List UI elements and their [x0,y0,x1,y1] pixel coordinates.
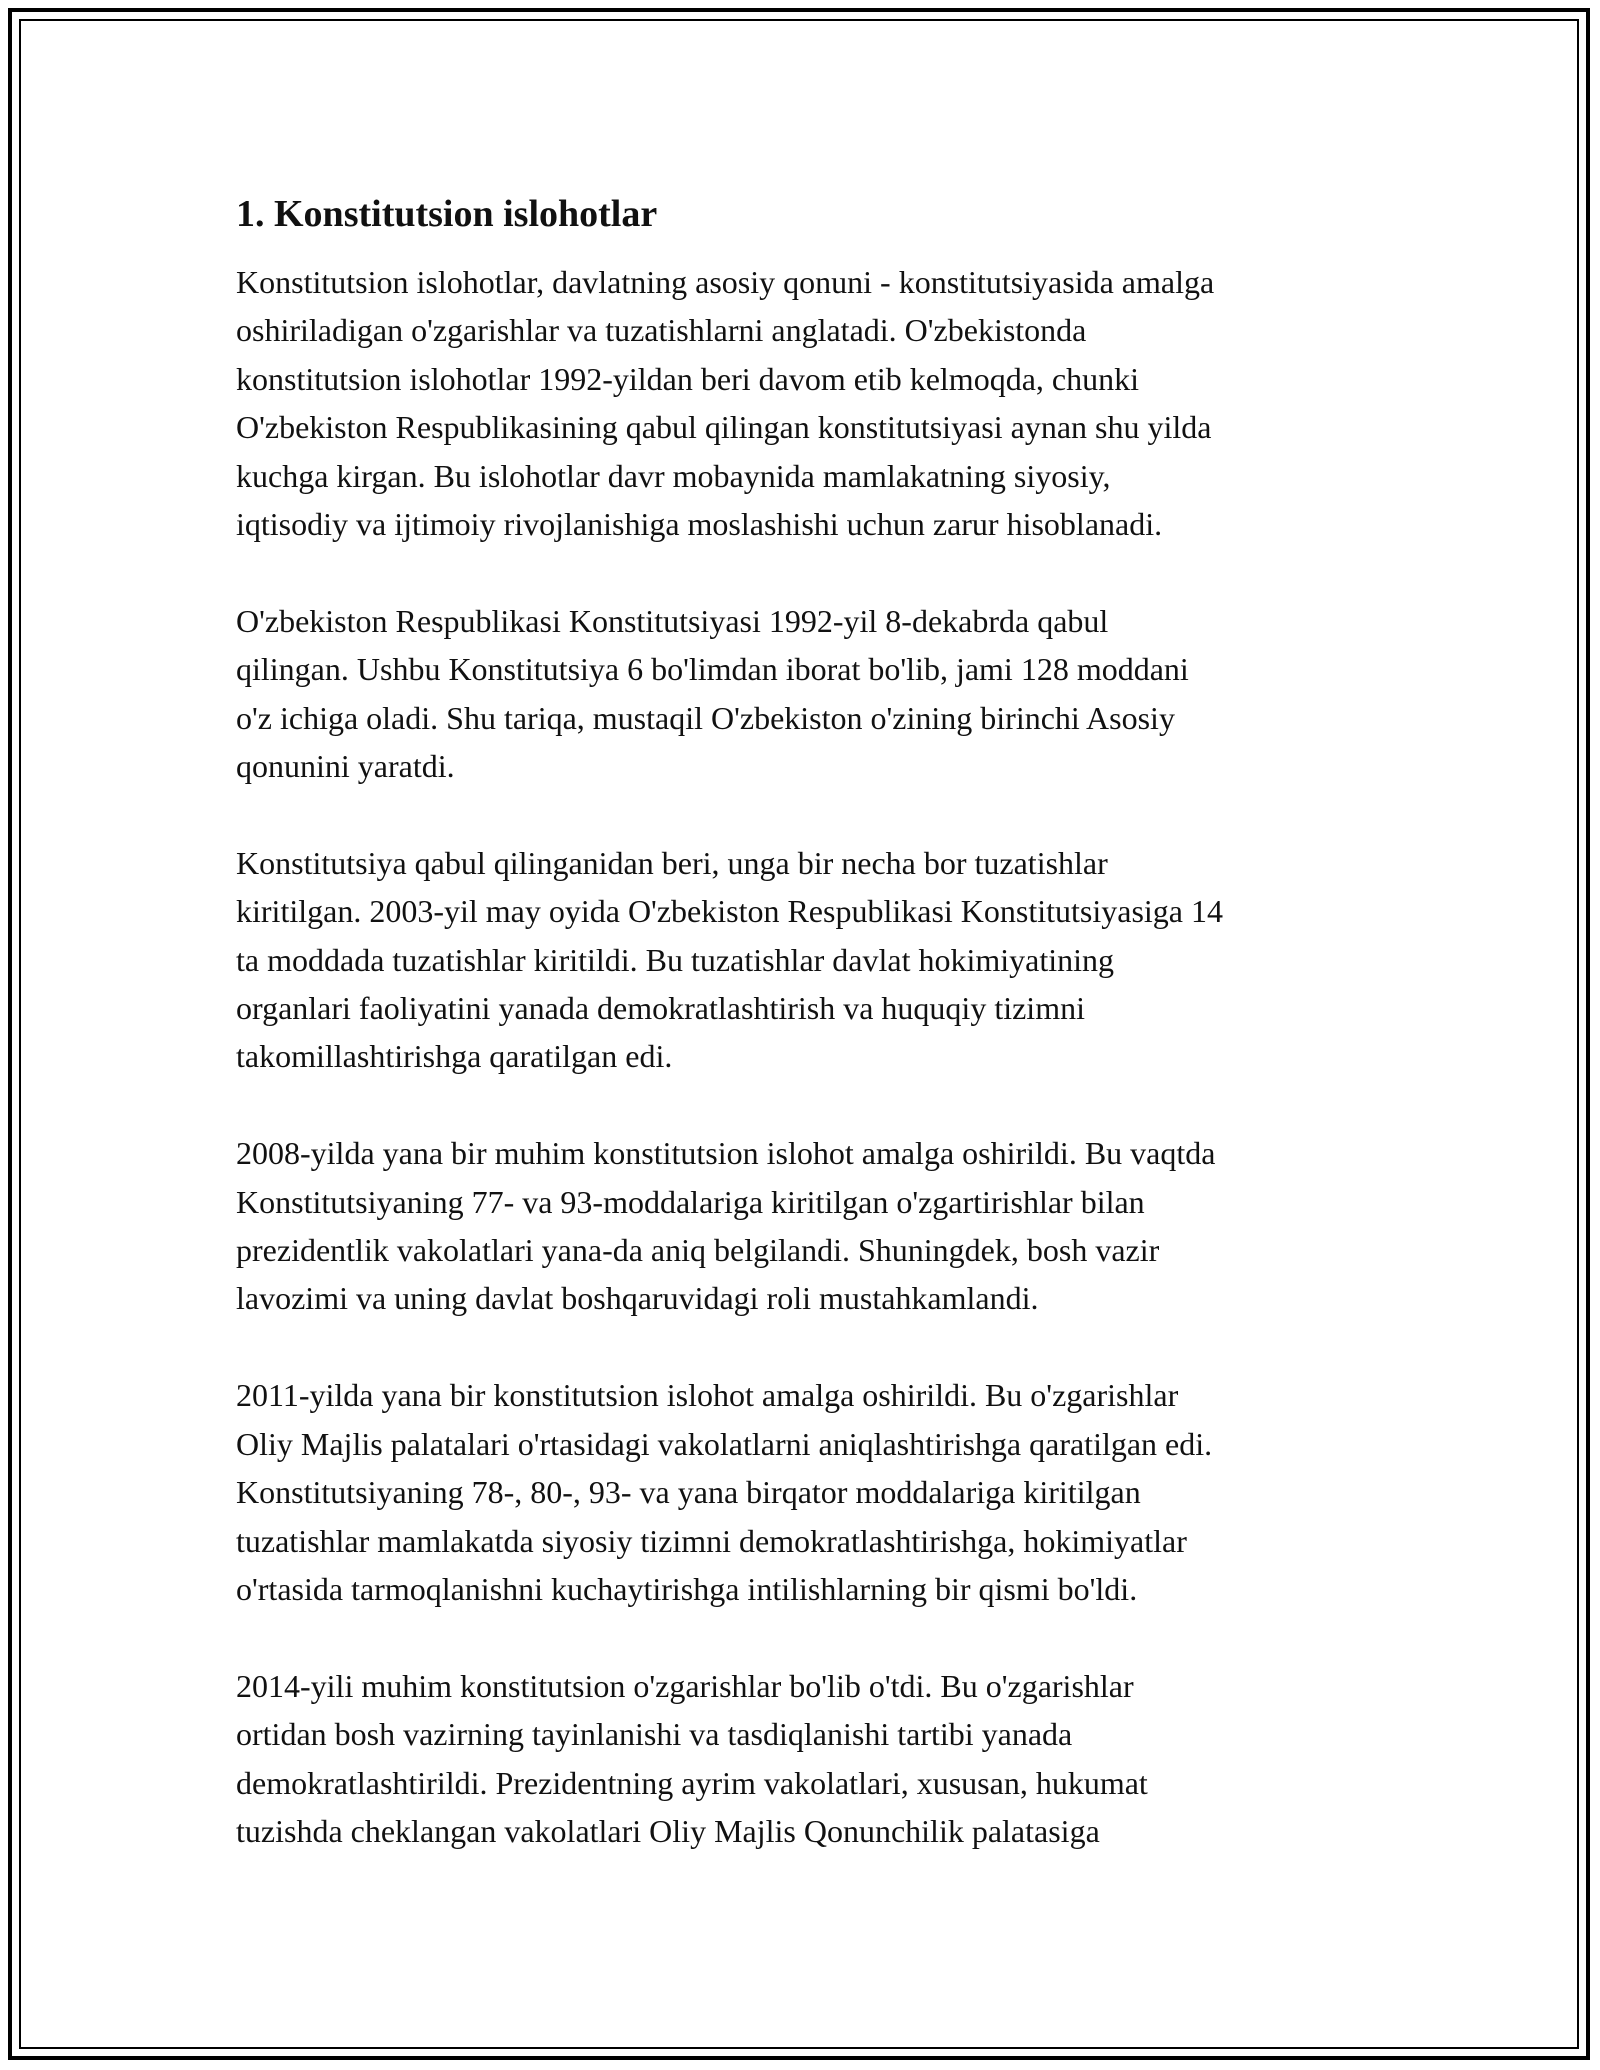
paragraph-2011-reform: 2011-yilda yana bir konstitutsion islohot amalga oshirildi. Bu o'zgarishlar Oliy Majlis palatalari o'rtasidagi vakolatlarni aniqlashtirishga qaratilgan edi. Konstitutsiyaning 78-, 80-, 93- va yana birqator moddalariga kiritilgan tuzatishlar mamlakatda siyosiy tizimni demokratlashtirishga, hokimiyatlar o'rtasida tarmoqlanishni kuchaytirishga intilishlarning bir qismi bo'ldi. [236,1377,1213,1607]
paragraph-2014-changes: 2014-yili muhim konstitutsion o'zgarishlar bo'lib o'tdi. Bu o'zgarishlar ortidan bosh vazirning tayinlanishi va tasdiqlanishi tartibi yanada demokratlashtirildi. Prezidentning ayrim vakolatlari, xususan, hukumat tuzishda cheklangan vakolatlari Oliy Majlis Qonunchilik palatasiga [236,1667,1148,1849]
document-body [236,190,1386,1904]
paragraph-1992-adoption: O'zbekiston Respublikasi Konstitutsiyasi 1992-yil 8-dekabrda qabul qilingan. Ushbu Konstitutsiya 6 bo'limdan iborat bo'lib, jami 128 moddani o'z ichiga oladi. Shu tariqa, mustaqil O'zbekiston o'zining birinchi Asosiy qonunini yaratdi. [236,602,1189,785]
paragraph-2003-amendments: Konstitutsiya qabul qilinganidan beri, unga bir necha bor tuzatishlar kiritilgan. 2003-yil may oyida O'zbekiston Respublikasi Konstitutsiyasiga 14 ta moddada tuzatishlar kiritildi. Bu tuzatishlar davlat hokimiyatining organlari faoliyatini yanada demokratlashtirish va huquqiy tizimni takomillashtirishga qaratilgan edi. [236,844,1223,1075]
paragraph-intro: Konstitutsion islohotlar, davlatning asosiy qonuni - konstitutsiyasida amalga oshiriladigan o'zgarishlar va tuzatishlarni anglatadi. O'zbekistonda konstitutsion islohotlar 1992-yildan beri davom etib kelmoqda, chunki O'zbekiston Respublikasining qabul qilingan konstitutsiyasi aynan shu yilda kuchga kirgan. Bu islohotlar davr mobaynida mamlakatning siyosiy, iqtisodiy va ijtimoiy rivojlanishiga moslashishi uchun zarur hisoblanadi. [236,264,1215,543]
section-heading: 1. Konstitutsion islohotlar [236,193,658,235]
paragraph-2008-reform: 2008-yilda yana bir muhim konstitutsion islohot amalga oshirildi. Bu vaqtda Konstitutsiyaning 77- va 93-moddalariga kiritilgan o'zgartirishlar bilan prezidentlik vakolatlari yana-da aniq belgilandi. Shuningdek, bosh vazir lavozimi va uning davlat boshqaruvidagi roli mustahkamlandi. [236,1135,1216,1317]
